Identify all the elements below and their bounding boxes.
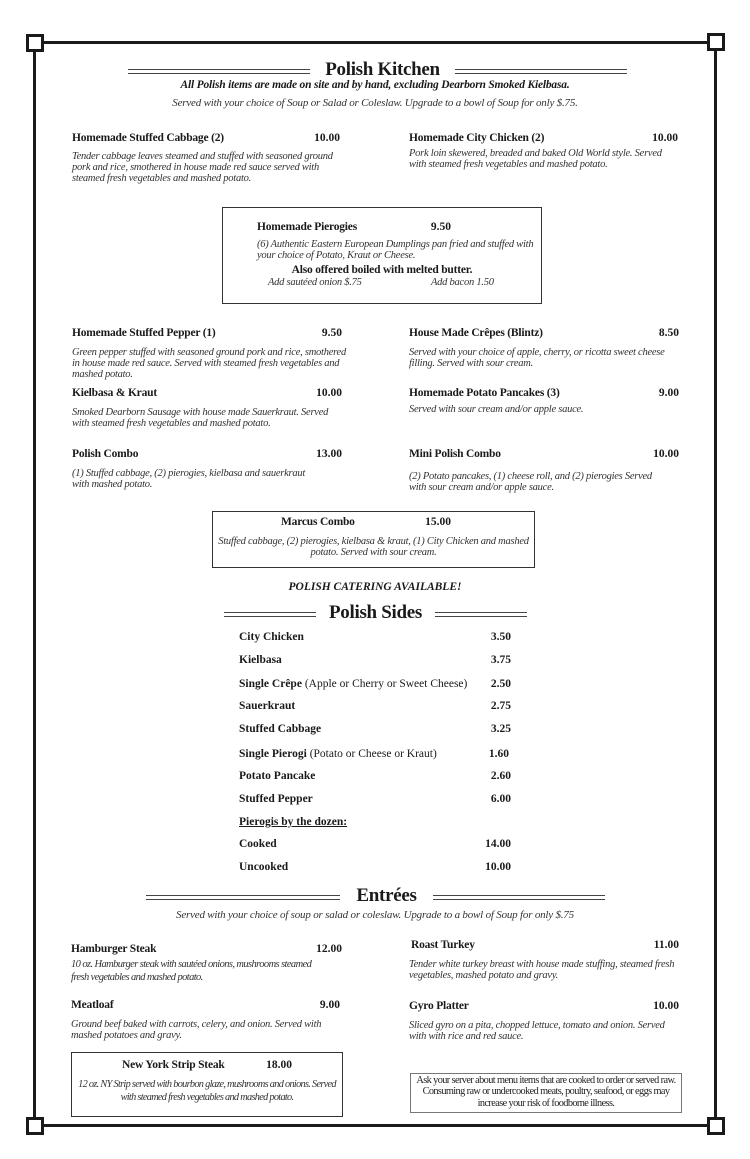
strip-steak-box — [71, 1052, 343, 1117]
corner-ornament — [707, 1117, 725, 1135]
item-name: Homemade City Chicken (2) — [409, 132, 545, 144]
side-price: 6.00 — [490, 793, 511, 805]
item-name: Homemade Stuffed Cabbage (2) — [72, 132, 224, 144]
polish-served-note: Served with your choice of Soup or Salad or Coleslaw. Upgrade to a bowl of Soup for only $.75. — [172, 97, 578, 109]
divider — [146, 895, 340, 900]
item-name: Gyro Platter — [409, 1000, 469, 1012]
side-price: 14.00 — [485, 838, 511, 850]
item-name: Marcus Combo — [281, 516, 355, 528]
item-name: Roast Turkey — [411, 939, 475, 951]
item-price: 10.00 — [314, 132, 340, 144]
catering-note: POLISH CATERING AVAILABLE! — [288, 581, 462, 593]
item-price: 10.00 — [316, 387, 342, 399]
item-price: 9.00 — [319, 999, 340, 1011]
polish-subtitle: All Polish items are made on site and by hand, excluding Dearborn Smoked Kielbasa. — [180, 79, 570, 91]
divider — [128, 69, 310, 74]
item-price: 9.50 — [321, 327, 342, 339]
item-price: 18.00 — [266, 1059, 292, 1071]
side-name: City Chicken — [239, 631, 304, 643]
divider — [435, 612, 527, 617]
dozen-label: Pierogis by the dozen: — [239, 816, 348, 828]
side-price: 1.60 — [488, 748, 509, 760]
section-title: Polish Sides — [328, 602, 422, 623]
side-name: Sauerkraut — [239, 700, 296, 712]
item-name: Mini Polish Combo — [409, 448, 501, 460]
pierogies-box — [222, 207, 542, 304]
marcus-combo-box — [212, 511, 535, 568]
side-price: 3.25 — [490, 723, 511, 735]
frame-top — [34, 41, 716, 44]
item-desc: Stuffed cabbage, (2) pierogies, kielbasa & kraut, (1) City Chicken and mashed potato. Served with sour cream. — [218, 536, 529, 559]
side-name: Stuffed Pepper — [239, 793, 313, 805]
item-price: 8.50 — [658, 327, 679, 339]
side-name: Kielbasa — [239, 654, 282, 666]
side-price: 3.75 — [490, 654, 511, 666]
item-desc: 12 oz. NY Strip served with bourbon glaze, mushrooms and onions. Served with steamed fresh vegetables and mashed potato. — [78, 1079, 336, 1103]
item-price: 13.00 — [316, 448, 342, 460]
item-desc: Tender white turkey breast with house made stuffing, steamed fresh vegetables, mashed potato and gravy. — [409, 959, 675, 982]
item-name: Kielbasa & Kraut — [72, 387, 157, 399]
boiled-note: Also offered boiled with melted butter. — [291, 264, 473, 276]
item-price: 15.00 — [425, 516, 451, 528]
side-name: Single Crêpe — [239, 678, 302, 690]
item-desc: Sliced gyro on a pita, chopped lettuce, tomato and onion. Served with with rice and red sauce. — [409, 1020, 665, 1043]
section-title: Polish Kitchen — [325, 59, 440, 80]
addon-onion: Add sautéed onion $.75 — [268, 277, 362, 288]
item-price: 10.00 — [653, 448, 679, 460]
item-name: House Made Crêpes (Blintz) — [409, 327, 543, 339]
item-desc: Tender cabbage leaves steamed and stuffed with seasoned ground pork and rice, smothered in house made red sauce served with steamed fresh vegetables and mashed potato. — [72, 151, 333, 185]
item-name: Hamburger Steak — [71, 943, 157, 955]
section-title: Entrées — [356, 885, 417, 906]
item-price: 10.00 — [652, 132, 678, 144]
item-price: 11.00 — [653, 939, 679, 951]
item-price: 9.00 — [658, 387, 679, 399]
item-name: Homemade Potato Pancakes (3) — [409, 387, 560, 399]
item-desc: Smoked Dearborn Sausage with house made Sauerkraut. Served with steamed fresh vegetables and mashed potato. — [72, 407, 329, 430]
side-name: Stuffed Cabbage — [239, 723, 322, 735]
corner-ornament — [707, 33, 725, 51]
entrees-served-note: Served with your choice of soup or salad or coleslaw. Upgrade to a bowl of Soup for only $.75 — [176, 909, 574, 921]
side-price: 3.50 — [490, 631, 511, 643]
item-price: 10.00 — [653, 1000, 679, 1012]
item-desc: Served with sour cream and/or apple sauce. — [409, 404, 584, 415]
side-name: Potato Pancake — [239, 770, 316, 782]
item-price: 12.00 — [316, 943, 342, 955]
item-price: 9.50 — [430, 221, 451, 233]
side-name: Single Pierogi — [239, 748, 307, 760]
item-name: Homemade Pierogies — [257, 221, 357, 233]
frame-bottom — [34, 1124, 716, 1127]
divider — [224, 612, 316, 617]
side-note: (Potato or Cheese or Kraut) — [309, 748, 437, 760]
item-desc: (1) Stuffed cabbage, (2) pierogies, kielbasa and sauerkraut with mashed potato. — [72, 468, 306, 491]
item-desc: Pork loin skewered, breaded and baked Old World style. Served with steamed fresh vegetables and mashed potato. — [409, 148, 662, 171]
warning-text: Ask your server about menu items that are cooked to order or served raw. Consuming raw or undercooked meats, poultry, seafood, or eggs may increase your risk of foodborne illness. — [416, 1075, 676, 1109]
item-desc: Ground beef baked with carrots, celery, and onion. Served with mashed potatoes and gravy. — [71, 1019, 322, 1042]
item-name: New York Strip Steak — [122, 1059, 225, 1071]
item-desc: Served with your choice of apple, cherry, or ricotta sweet cheese filling. Served with sour cream. — [409, 347, 665, 370]
side-note: (Apple or Cherry or Sweet Cheese) — [304, 678, 468, 690]
divider — [433, 895, 605, 900]
corner-ornament — [26, 34, 44, 52]
side-name: Uncooked — [239, 861, 289, 873]
corner-ornament — [26, 1117, 44, 1135]
side-price: 10.00 — [485, 861, 511, 873]
item-desc: 10 oz. Hamburger steak with sautéed onions, mushrooms steamed fresh vegetables and mashed potato. — [71, 959, 312, 983]
divider — [455, 69, 627, 74]
item-desc: (2) Potato pancakes, (1) cheese roll, and (2) pierogies Served with sour cream and/or apple sauce. — [409, 471, 652, 494]
food-safety-warning — [410, 1073, 682, 1113]
item-name: Homemade Stuffed Pepper (1) — [72, 327, 216, 339]
side-price: 2.50 — [490, 678, 511, 690]
item-name: Meatloaf — [71, 999, 114, 1011]
side-price: 2.60 — [490, 770, 511, 782]
item-name: Polish Combo — [72, 448, 139, 460]
item-desc: Green pepper stuffed with seasoned ground pork and rice, smothered in house made red sauce. Served with steamed fresh vegetables and mashed potato. — [72, 347, 346, 381]
item-desc: (6) Authentic Eastern European Dumplings pan fried and stuffed with your choice of Potato, Kraut or Cheese. — [257, 239, 534, 262]
side-name: Cooked — [239, 838, 277, 850]
side-price: 2.75 — [490, 700, 511, 712]
addon-bacon: Add bacon 1.50 — [431, 277, 494, 288]
